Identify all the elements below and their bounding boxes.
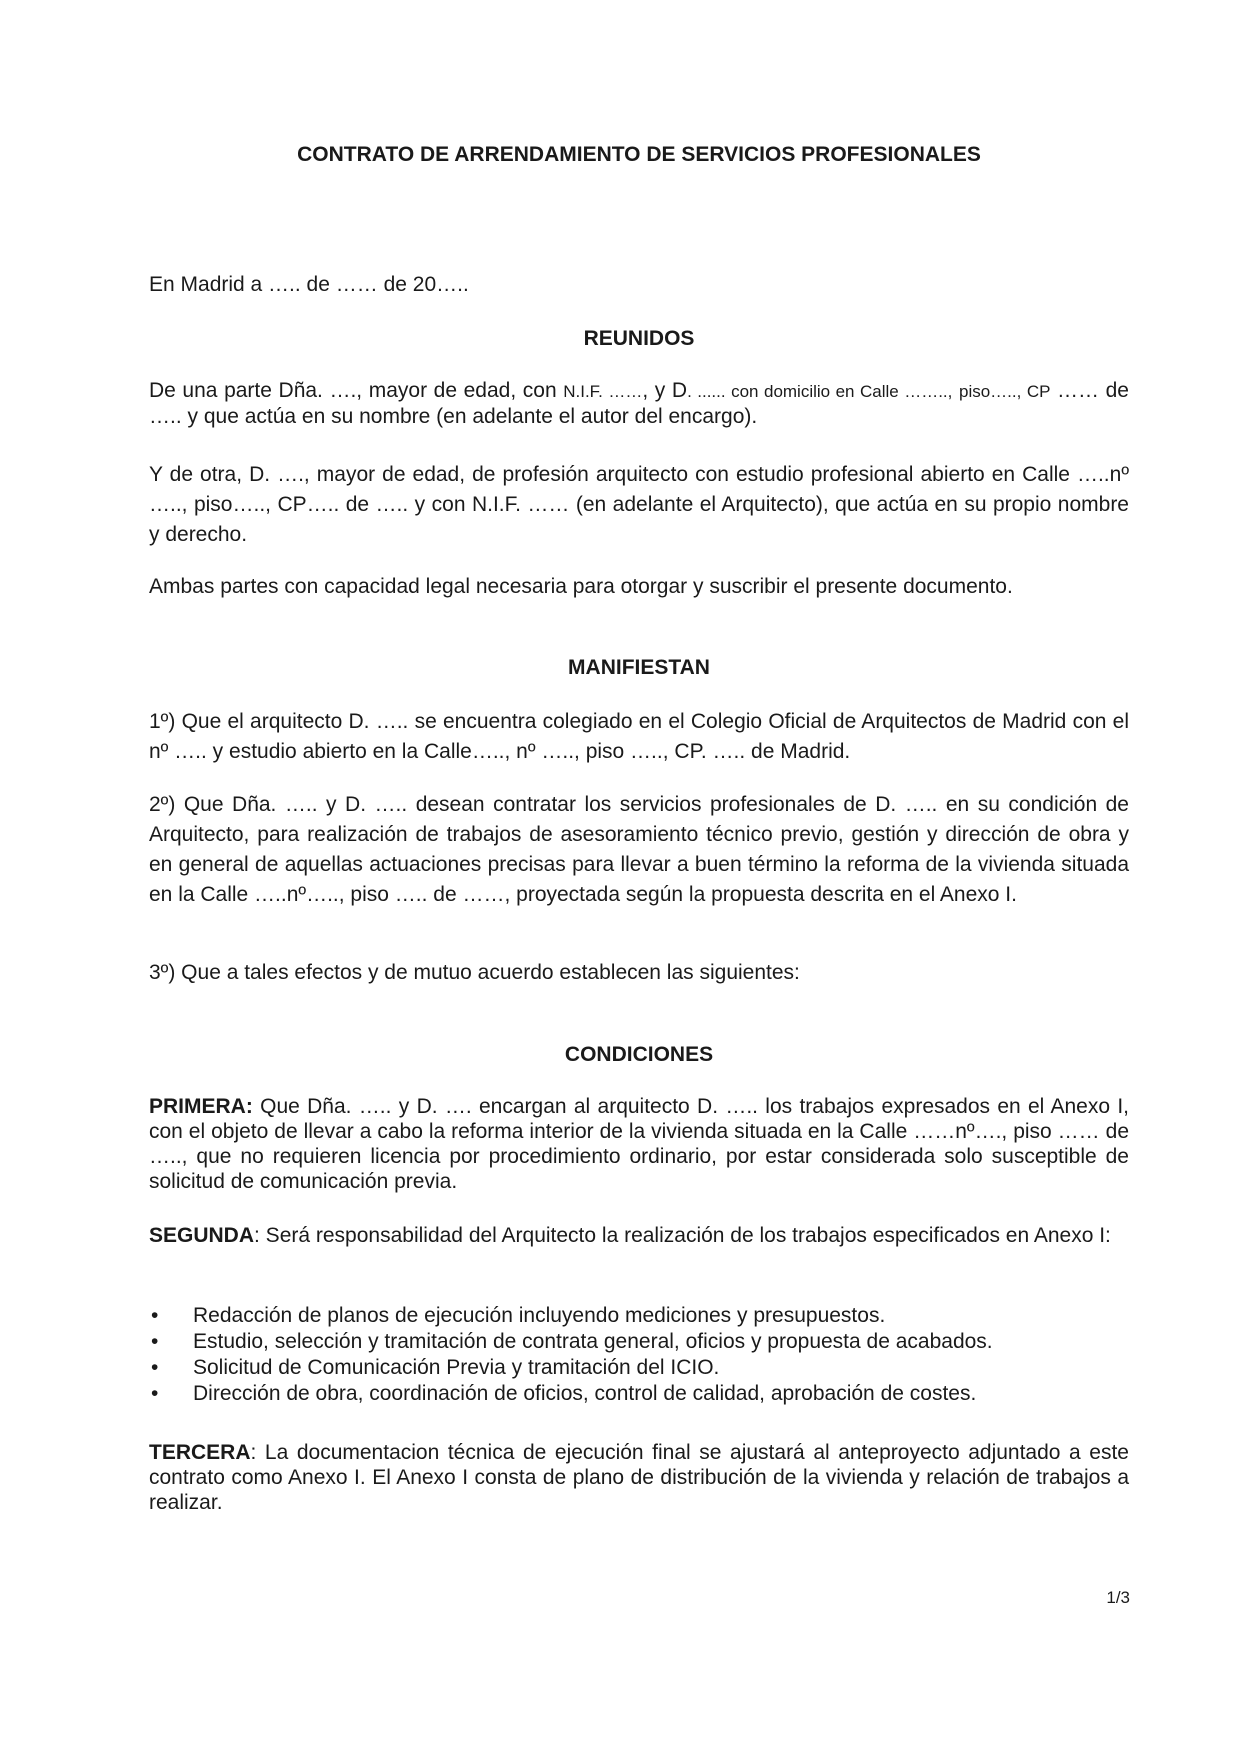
document-title: CONTRATO DE ARRENDAMIENTO DE SERVICIOS PROFESIONALES bbox=[297, 143, 981, 166]
reunidos-paragraph-3: Ambas partes con capacidad legal necesaria para otorgar y suscribir el presente documento. bbox=[149, 575, 1013, 598]
bullet-text: Solicitud de Comunicación Previa y tramitación del ICIO. bbox=[193, 1356, 720, 1379]
condicion-segunda bbox=[149, 1223, 1129, 1248]
date-line: En Madrid a ….. de …… de 20….. bbox=[149, 273, 469, 296]
tercera-text: : La documentacion técnica de ejecución final se ajustará al anteproyecto adjuntado a este contrato como Anexo I. El Anexo I consta de plano de distribución de la vivienda y relación de trabajos a realizar. bbox=[149, 1441, 1129, 1514]
segunda-bullet-list bbox=[149, 1303, 1129, 1407]
condicion-tercera bbox=[149, 1440, 1129, 1515]
manifiestan-paragraph-3: 3º) Que a tales efectos y de mutuo acuerdo establecen las siguientes: bbox=[149, 961, 800, 984]
bullet-text: Estudio, selección y tramitación de contrata general, oficios y propuesta de acabados. bbox=[193, 1330, 993, 1353]
reunidos-heading: REUNIDOS bbox=[583, 327, 695, 350]
bullet-text: Dirección de obra, coordinación de oficios, control de calidad, aprobación de costes. bbox=[193, 1382, 977, 1405]
list-item bbox=[149, 1381, 1129, 1407]
bullet-icon: • bbox=[151, 1382, 159, 1405]
condiciones-heading: CONDICIONES bbox=[564, 1043, 714, 1066]
page-number: 1/3 bbox=[1106, 1588, 1130, 1607]
reunidos-p1-part-a: De una parte Dña. …., mayor de edad, con bbox=[149, 379, 564, 402]
condicion-primera bbox=[149, 1094, 1129, 1194]
manifiestan-heading: MANIFIESTAN bbox=[568, 656, 710, 679]
reunidos-paragraph-2: Y de otra, D. …., mayor de edad, de profesión arquitecto con estudio profesional abierto en Calle …..nº ….., piso….., CP….. de ….. y con N.I.F. …… (en adelante el Arquitecto), que actúa en su propio nombre y derecho. bbox=[149, 463, 1129, 546]
bullet-text: Redacción de planos de ejecución incluyendo mediciones y presupuestos. bbox=[193, 1304, 886, 1327]
bullet-icon: • bbox=[151, 1304, 159, 1327]
reunidos-p1-nif: N.I.F. …… bbox=[563, 382, 643, 401]
reunidos-p1-domicilio: domicilio en Calle …….., bbox=[763, 382, 953, 401]
manifiestan-paragraph-1: 1º) Que el arquitecto D. ….. se encuentra colegiado en el Colegio Oficial de Arquitectos de Madrid con el nº ….. y estudio abierto en la Calle….., nº ….., piso ….., CP. ….. de Madrid. bbox=[149, 710, 1129, 763]
reunidos-paragraph-1 bbox=[149, 378, 1129, 429]
bullet-icon: • bbox=[151, 1330, 159, 1353]
bullet-icon: • bbox=[151, 1356, 159, 1379]
primera-text: Que Dña. ….. y D. …. encargan al arquitecto D. ….. los trabajos expresados en el Anexo I, con el objeto de llevar a cabo la reforma interior de la vivienda situada en la Calle ……nº…., piso …… de ….., que no requieren licencia por procedimiento ordinario, por estar considerada solo susceptible de solicitud de comunicación previa. bbox=[149, 1095, 1129, 1193]
list-item bbox=[149, 1355, 1129, 1381]
reunidos-p1-part-b: , y D bbox=[642, 379, 688, 402]
segunda-label: SEGUNDA bbox=[149, 1224, 255, 1247]
list-item bbox=[149, 1329, 1129, 1355]
primera-label: PRIMERA: bbox=[149, 1095, 253, 1118]
reunidos-p1-part-c: . ...... con bbox=[687, 382, 764, 401]
reunidos-p1-part-d: …… de ….. y que actúa en su nombre (en adelante el autor del encargo). bbox=[149, 379, 1129, 428]
reunidos-p1-piso: piso….., CP bbox=[958, 382, 1051, 401]
manifiestan-paragraph-2: 2º) Que Dña. ….. y D. ….. desean contratar los servicios profesionales de D. ….. en su condición de Arquitecto, para realización de trabajos de asesoramiento técnico previo, gestión y dirección de obra y en general de aquellas actuaciones precisas para llevar a buen término la reforma de la vivienda situada en la Calle …..nº….., piso ….. de ……, proyectada según la propuesta descrita en el Anexo I. bbox=[149, 793, 1129, 906]
tercera-label: TERCERA bbox=[149, 1441, 251, 1464]
segunda-text: : Será responsabilidad del Arquitecto la realización de los trabajos especificados en Anexo I: bbox=[254, 1224, 1111, 1247]
list-item bbox=[149, 1303, 1129, 1329]
